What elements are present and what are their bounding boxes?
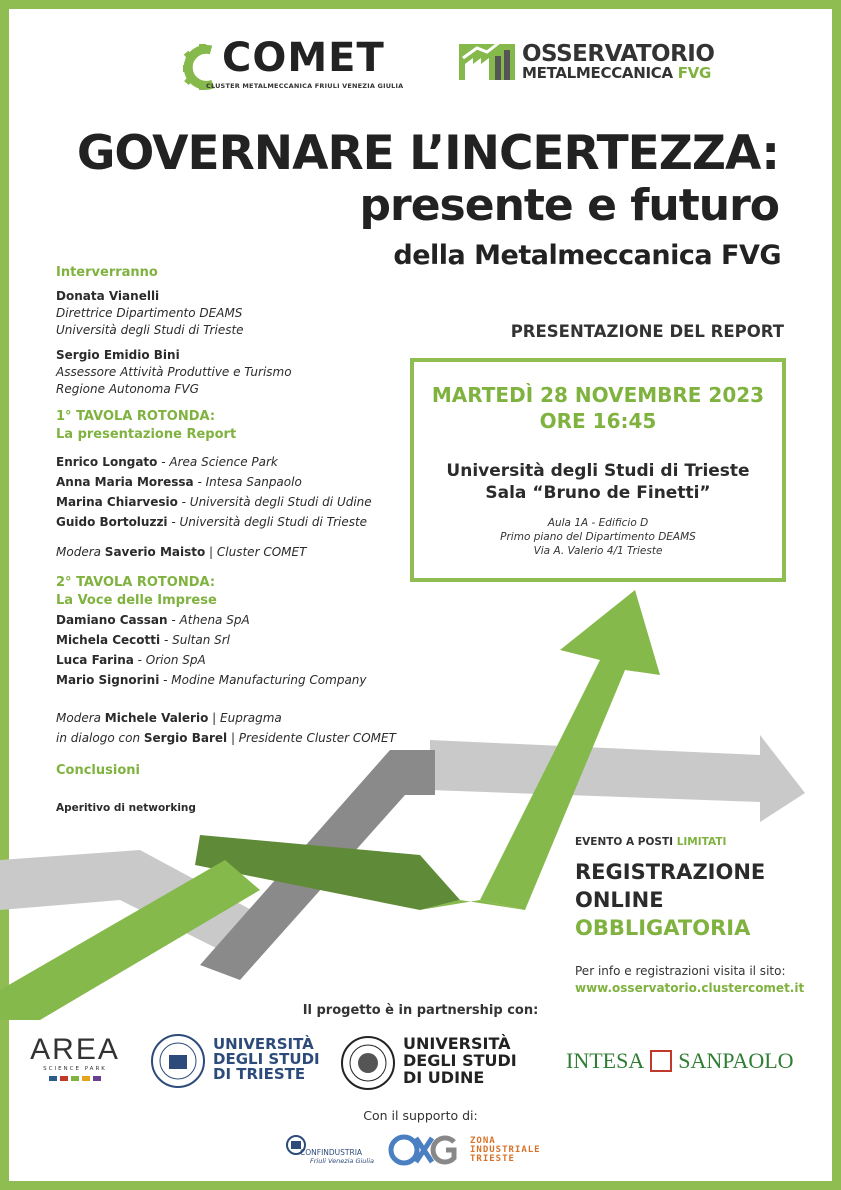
- uniud-seal-icon: [340, 1035, 396, 1095]
- limited-seats-label: EVENTO A POSTI LIMITATI: [575, 836, 727, 848]
- main-title-line1: GOVERNARE L’INCERTEZZA:: [76, 126, 779, 181]
- conclusions-heading: Conclusioni: [56, 763, 140, 778]
- registration-info: Per info e registrazioni visita il sito: www.osservatorio.clustercomet.it: [575, 964, 805, 995]
- registration-callout: REGISTRAZIONE ONLINE OBBLIGATORIA: [575, 860, 766, 940]
- zona-industriale-trieste-logo: ZONA INDUSTRIALE TRIESTE: [470, 1136, 541, 1164]
- speaker-block: Donata Vianelli Direttrice Dipartimento DEAMS Università degli Studi di Trieste: [56, 289, 244, 337]
- event-box: [410, 358, 786, 582]
- registration-link[interactable]: www.osservatorio.clustercomet.it: [575, 981, 805, 995]
- networking-label: Aperitivo di networking: [56, 802, 196, 814]
- osservatorio-subtitle: METALMECCANICA FVG: [522, 64, 711, 82]
- speaker-block: Sergio Emidio Bini Assessore Attività Produttive e Turismo Regione Autonoma FVG: [56, 348, 292, 396]
- uniud-logo-text: UNIVERSITÀ DEGLI STUDI DI UDINE: [403, 1034, 517, 1087]
- event-venue-university: Università degli Studi di Trieste: [446, 461, 750, 481]
- panelist-row: Luca Farina - Orion SpA: [56, 653, 206, 667]
- round-table-2-subtitle: La Voce delle Imprese: [56, 593, 217, 608]
- intesa-sanpaolo-logo: INTESA SANPAOLO: [566, 1048, 794, 1073]
- support-title: Con il supporto di:: [363, 1108, 478, 1123]
- moderator-row: Modera Saverio Maisto | Cluster COMET: [56, 545, 307, 559]
- speakers-heading: Interverranno: [56, 265, 158, 280]
- round-table-2-label: 2° TAVOLA ROTONDA:: [56, 575, 216, 590]
- round-table-1-label: 1° TAVOLA ROTONDA:: [56, 409, 216, 424]
- units-logo-text: UNIVERSITÀ DEGLI STUDI DI TRIESTE: [213, 1035, 320, 1083]
- event-date: MARTEDÌ 28 NOVEMBRE 2023: [431, 383, 765, 407]
- panelist-row: Anna Maria Moressa - Intesa Sanpaolo: [56, 475, 302, 489]
- round-table-1-subtitle: La presentazione Report: [56, 427, 237, 442]
- osservatorio-title: OSSERVATORIO: [522, 41, 715, 67]
- units-seal-icon: [150, 1033, 206, 1093]
- moderator-row: Modera Michele Valerio | Eupragma: [56, 711, 282, 725]
- confindustria-logo: CONFINDUSTRIA Friuli Venezia Giulia: [285, 1134, 307, 1160]
- program-column: [56, 264, 436, 817]
- main-title-line3: della Metalmeccanica FVG: [393, 240, 781, 271]
- event-venue-room: Sala “Bruno de Finetti”: [485, 483, 711, 503]
- panelist-row: Michela Cecotti - Sultan Srl: [56, 633, 231, 647]
- area-science-park-logo: AREA SCIENCE PARK: [27, 1034, 123, 1081]
- panelist-row: Marina Chiarvesio - Università degli Studi di Udine: [56, 495, 372, 509]
- panelist-row: Damiano Cassan - Athena SpA: [56, 613, 250, 627]
- factory-chart-icon: [459, 34, 515, 80]
- light-grey-arrow: [430, 735, 805, 822]
- comet-logo-text: COMET: [222, 35, 385, 81]
- event-time: ORE 16:45: [539, 409, 657, 433]
- main-title-line2: presente e futuro: [359, 180, 779, 231]
- comet-logo-subtitle: CLUSTER METALMECCANICA FRIULI VENEZIA GIULIA: [206, 82, 404, 90]
- partners-title: Il progetto è in partnership con:: [302, 1003, 539, 1018]
- dialogue-row: in dialogo con Sergio Barel | Presidente Cluster COMET: [56, 731, 396, 745]
- panelist-row: Guido Bortoluzzi - Università degli Studi di Trieste: [56, 515, 368, 529]
- panelist-row: Mario Signorini - Modine Manufacturing Company: [56, 673, 367, 687]
- cxg-logo-icon: [388, 1134, 460, 1166]
- event-address: Aula 1A - Edificio D Primo piano del Dipartimento DEAMS Via A. Valerio 4/1 Trieste: [500, 517, 696, 557]
- panelist-row: Enrico Longato - Area Science Park: [56, 455, 278, 469]
- report-label: PRESENTAZIONE DEL REPORT: [510, 322, 784, 341]
